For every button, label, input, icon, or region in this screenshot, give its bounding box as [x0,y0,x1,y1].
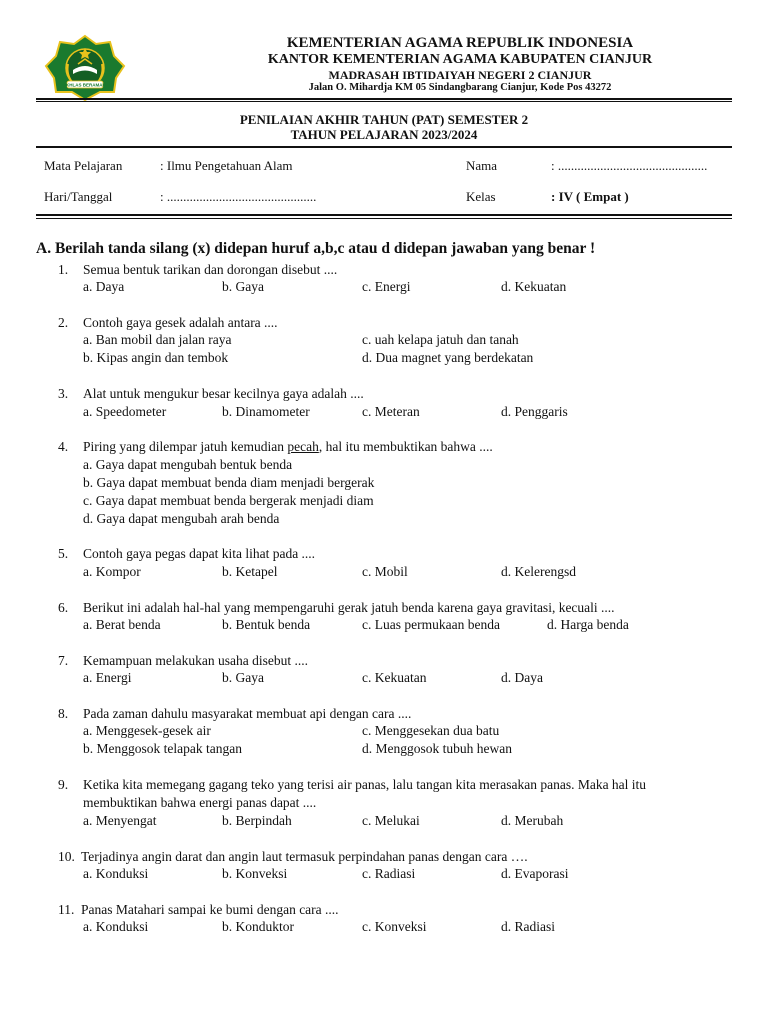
question-text: Contoh gaya pegas dapat kita lihat pada .... [83,546,316,561]
identity-divider-thin [36,218,732,219]
school-address: Jalan O. Mihardja KM 05 Sindangbarang Cianjur, Kode Pos 43272 [308,82,612,93]
question-text: Alat untuk mengukur besar kecilnya gaya adalah .... [83,386,364,401]
header-divider [36,98,732,100]
option-a[interactable]: a. Speedometer [83,404,167,419]
title-divider [36,146,732,148]
option-d[interactable]: d. Daya [501,670,543,685]
option-a[interactable]: a. Menggesek-gesek air [83,723,211,738]
option-c[interactable]: c. Gaya dapat membuat benda bergerak menjadi diam [83,493,374,508]
option-b[interactable]: b. Ketapel [222,564,278,579]
question-text: Panas Matahari sampai ke bumi dengan cara .... [81,902,339,917]
option-b[interactable]: b. Dinamometer [222,404,310,419]
option-b[interactable]: b. Kipas angin dan tembok [83,350,229,365]
class-label: Kelas [466,189,496,204]
question-text-continued: membuktikan bahwa energi panas dapat .... [83,795,317,810]
option-a[interactable]: a. Konduksi [83,919,149,934]
option-c[interactable]: c. Energi [362,279,411,294]
name-label: Nama [466,158,498,173]
question-number: 2. [58,315,69,330]
option-c[interactable]: c. Melukai [362,813,420,828]
option-b[interactable]: b. Konveksi [222,866,288,881]
option-d[interactable]: d. Kekuatan [501,279,567,294]
question-text-end: , hal itu membuktikan bahwa .... [318,439,493,454]
option-d[interactable]: d. Radiasi [501,919,555,934]
header-divider-thin [36,101,732,102]
question-text: Terjadinya angin darat dan angin laut termasuk perpindahan panas dengan cara …. [81,849,528,864]
question-number: 5. [58,546,69,561]
option-d[interactable]: d. Harga benda [547,617,629,632]
question-text: Semua bentuk tarikan dan dorongan disebut .... [83,262,338,277]
option-a[interactable]: a. Kompor [83,564,141,579]
option-d[interactable]: d. Merubah [501,813,564,828]
option-c[interactable]: c. uah kelapa jatuh dan tanah [362,332,519,347]
option-d[interactable]: d. Kelerengsd [501,564,576,579]
option-b[interactable]: b. Gaya [222,279,264,294]
identity-divider [36,214,732,216]
option-c[interactable]: c. Konveksi [362,919,427,934]
option-a[interactable]: a. Berat benda [83,617,161,632]
option-d[interactable]: d. Evaporasi [501,866,569,881]
option-b[interactable]: b. Menggosok telapak tangan [83,741,242,756]
option-c[interactable]: c. Mobil [362,564,408,579]
question-text: Kemampuan melakukan usaha disebut .... [83,653,308,668]
question-text [83,439,493,455]
exam-year: TAHUN PELAJARAN 2023/2024 [290,127,478,142]
ministry-name: KEMENTERIAN AGAMA REPUBLIK INDONESIA [286,35,634,51]
option-a[interactable]: a. Konduksi [83,866,149,881]
option-b[interactable]: b. Konduktor [222,919,294,934]
question-text: Pada zaman dahulu masyarakat membuat api dengan cara .... [83,706,412,721]
question-number: 8. [58,706,69,721]
section-a-title: A. Berilah tanda silang (x) didepan huruf a,b,c atau d didepan jawaban yang benar ! [36,240,596,257]
subject-label: Mata Pelajaran [44,158,123,173]
option-b[interactable]: b. Gaya [222,670,264,685]
option-d[interactable]: d. Gaya dapat mengubah arah benda [83,511,280,526]
question-number: 11. [58,902,75,917]
option-d[interactable]: d. Penggaris [501,404,568,419]
day-field[interactable]: : .............................................. [160,189,317,204]
option-c[interactable]: c. Meteran [362,404,420,419]
option-a[interactable]: a. Menyengat [83,813,157,828]
option-a[interactable]: a. Ban mobil dan jalan raya [83,332,232,347]
option-c[interactable]: c. Luas permukaan benda [362,617,500,632]
question-number: 10. [58,849,75,864]
option-c[interactable]: c. Menggesekan dua batu [362,723,500,738]
option-b[interactable]: b. Gaya dapat membuat benda diam menjadi bergerak [83,475,375,490]
ministry-logo [44,34,126,102]
question-number: 9. [58,777,69,792]
option-b[interactable]: b. Berpindah [222,813,292,828]
class-value: : IV ( Empat ) [551,189,629,204]
option-a[interactable]: a. Gaya dapat mengubah bentuk benda [83,457,293,472]
question-text-start: Piring yang dilempar jatuh kemudian [83,439,288,454]
question-number: 3. [58,386,69,401]
question-number: 1. [58,262,69,277]
day-label: Hari/Tanggal [44,189,113,204]
option-b[interactable]: b. Bentuk benda [222,617,311,632]
question-number: 7. [58,653,69,668]
school-name: MADRASAH IBTIDAIYAH NEGERI 2 CIANJUR [328,68,592,82]
exam-title: PENILAIAN AKHIR TAHUN (PAT) SEMESTER 2 [239,112,529,127]
question-number: 6. [58,600,69,615]
option-d[interactable]: d. Menggosok tubuh hewan [362,741,512,756]
subject-value: : Ilmu Pengetahuan Alam [160,158,293,173]
option-c[interactable]: c. Kekuatan [362,670,427,685]
question-text: Ketika kita memegang gagang teko yang terisi air panas, lalu tangan kita merasakan panas. Maka hal itu [83,777,647,792]
question-number: 4. [58,439,69,454]
question-text: Berikut ini adalah hal-hal yang mempengaruhi gerak jatuh benda karena gaya gravitasi, kecuali .... [83,600,615,615]
ministry-emblem-icon [44,34,126,102]
option-c[interactable]: c. Radiasi [362,866,416,881]
question-text: Contoh gaya gesek adalah antara .... [83,315,278,330]
option-d[interactable]: d. Dua magnet yang berdekatan [362,350,534,365]
underlined-word: pecah [287,439,319,454]
option-a[interactable]: a. Energi [83,670,132,685]
logo-motto: IKHLAS BERAMAL [64,82,106,88]
name-field[interactable]: : .............................................. [551,158,708,173]
office-name: KANTOR KEMENTERIAN AGAMA KABUPATEN CIANJUR [267,52,653,67]
option-a[interactable]: a. Daya [83,279,125,294]
